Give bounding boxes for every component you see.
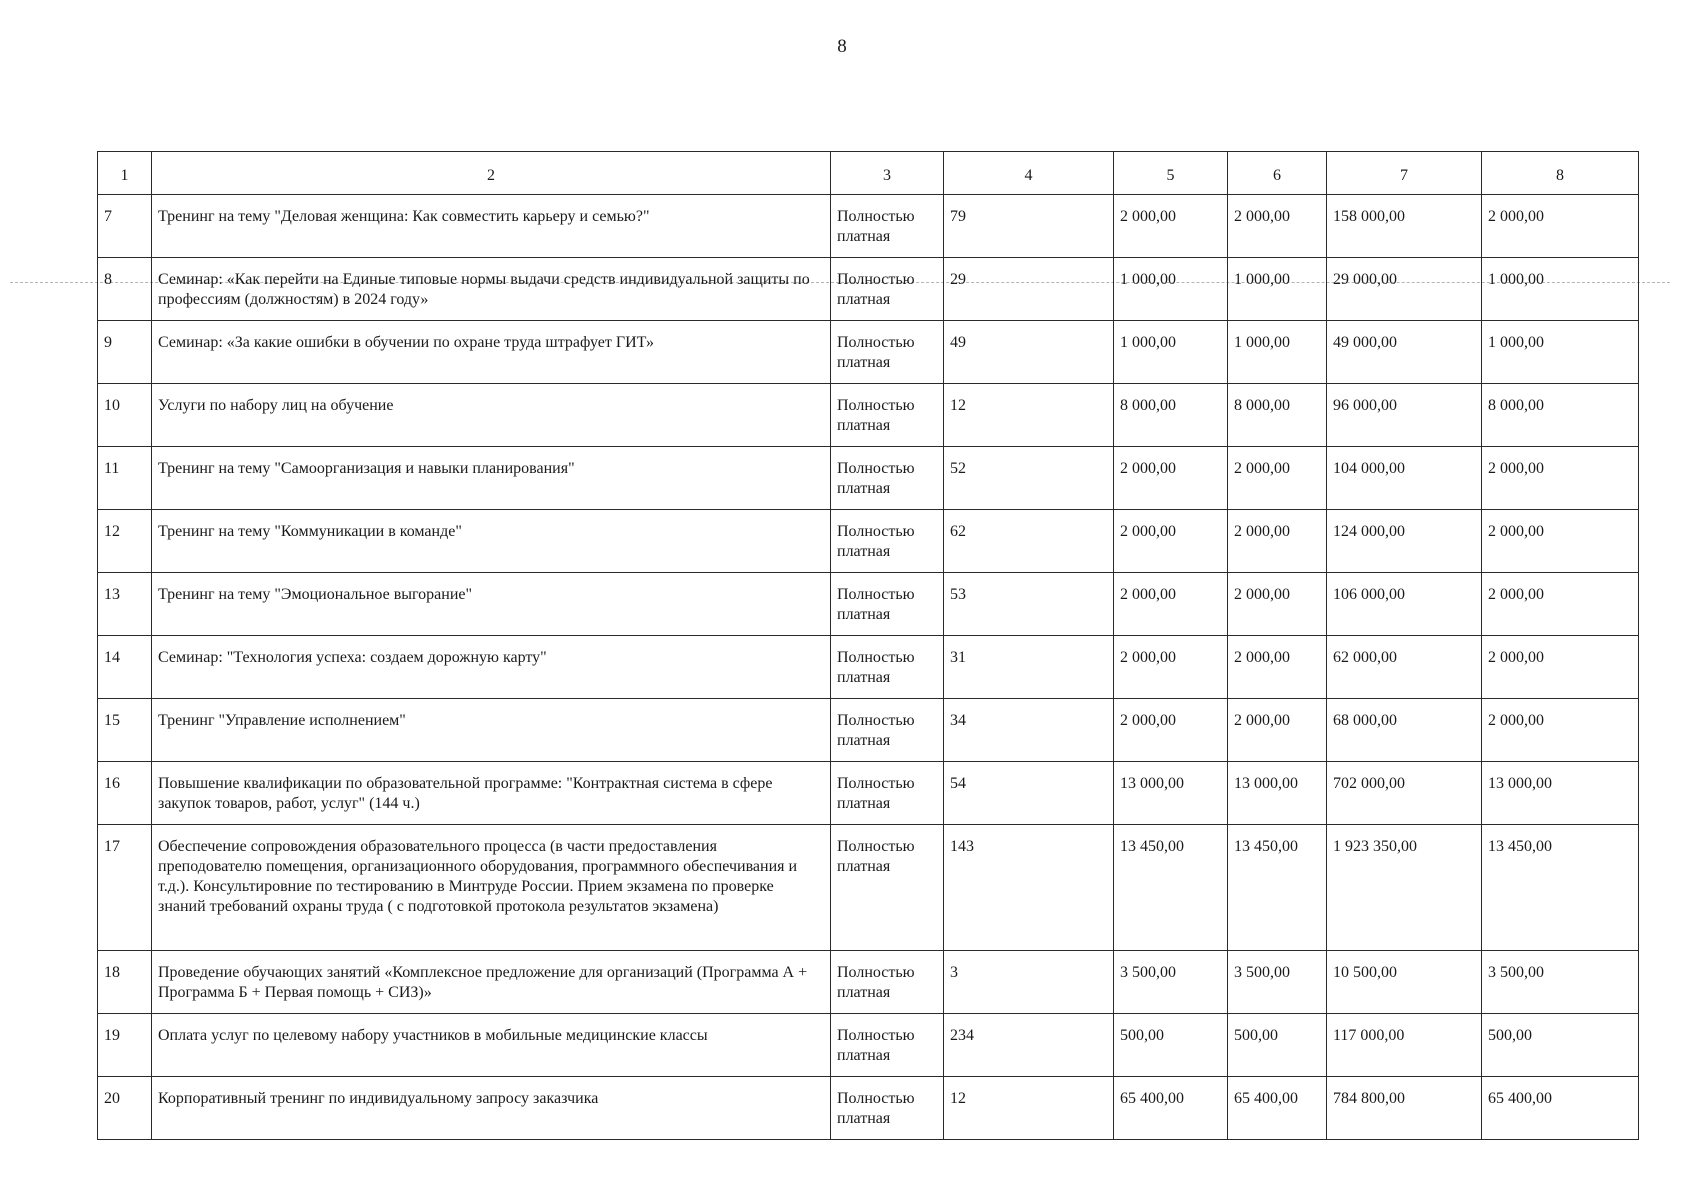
service-type: Полностью платная [831, 321, 944, 384]
service-name: Тренинг на тему "Деловая женщина: Как совместить карьеру и семью?" [152, 195, 831, 258]
header-cell: 5 [1114, 152, 1228, 195]
header-cell: 2 [152, 152, 831, 195]
quantity: 62 [944, 510, 1114, 573]
service-name: Тренинг на тему "Эмоциональное выгорание" [152, 573, 831, 636]
row-number: 8 [98, 258, 152, 321]
service-name: Корпоративный тренинг по индивидуальному запросу заказчика [152, 1077, 831, 1140]
quantity: 3 [944, 951, 1114, 1014]
price-2: 2 000,00 [1228, 699, 1327, 762]
service-name: Тренинг "Управление исполнением" [152, 699, 831, 762]
service-name: Оплата услуг по целевому набору участников в мобильные медицинские классы [152, 1014, 831, 1077]
price: 13 450,00 [1114, 825, 1228, 951]
total: 10 500,00 [1327, 951, 1482, 1014]
table-row [98, 195, 1639, 258]
service-type: Полностью платная [831, 195, 944, 258]
price-2: 2 000,00 [1228, 636, 1327, 699]
header-cell: 7 [1327, 152, 1482, 195]
total: 158 000,00 [1327, 195, 1482, 258]
service-type: Полностью платная [831, 510, 944, 573]
total: 49 000,00 [1327, 321, 1482, 384]
header-cell: 1 [98, 152, 152, 195]
quantity: 31 [944, 636, 1114, 699]
price-2: 13 000,00 [1228, 762, 1327, 825]
quantity: 234 [944, 1014, 1114, 1077]
service-type: Полностью платная [831, 699, 944, 762]
quantity: 34 [944, 699, 1114, 762]
service-name: Тренинг на тему "Самоорганизация и навыки планирования" [152, 447, 831, 510]
price: 1 000,00 [1114, 321, 1228, 384]
total: 96 000,00 [1327, 384, 1482, 447]
price-2: 3 500,00 [1228, 951, 1327, 1014]
table-row [98, 447, 1639, 510]
price: 2 000,00 [1114, 573, 1228, 636]
total: 117 000,00 [1327, 1014, 1482, 1077]
table-row [98, 951, 1639, 1014]
quantity: 53 [944, 573, 1114, 636]
row-number: 19 [98, 1014, 152, 1077]
header-cell: 8 [1482, 152, 1639, 195]
price-3: 13 000,00 [1482, 762, 1639, 825]
price-3: 1 000,00 [1482, 258, 1639, 321]
price-2: 13 450,00 [1228, 825, 1327, 951]
table-row [98, 510, 1639, 573]
price: 2 000,00 [1114, 510, 1228, 573]
table-row [98, 825, 1639, 951]
row-number: 17 [98, 825, 152, 951]
quantity: 79 [944, 195, 1114, 258]
quantity: 52 [944, 447, 1114, 510]
price: 2 000,00 [1114, 447, 1228, 510]
table-row [98, 384, 1639, 447]
price-3: 2 000,00 [1482, 636, 1639, 699]
service-type: Полностью платная [831, 573, 944, 636]
row-number: 10 [98, 384, 152, 447]
row-number: 9 [98, 321, 152, 384]
price-2: 2 000,00 [1228, 573, 1327, 636]
table-row [98, 258, 1639, 321]
header-row [98, 152, 1639, 195]
price-3: 2 000,00 [1482, 573, 1639, 636]
row-number: 15 [98, 699, 152, 762]
row-number: 11 [98, 447, 152, 510]
total: 124 000,00 [1327, 510, 1482, 573]
table-row [98, 573, 1639, 636]
service-type: Полностью платная [831, 762, 944, 825]
price-2: 2 000,00 [1228, 510, 1327, 573]
price-2: 1 000,00 [1228, 258, 1327, 321]
row-number: 13 [98, 573, 152, 636]
price: 2 000,00 [1114, 699, 1228, 762]
row-number: 7 [98, 195, 152, 258]
price-3: 2 000,00 [1482, 447, 1639, 510]
price: 1 000,00 [1114, 258, 1228, 321]
quantity: 12 [944, 1077, 1114, 1140]
service-type: Полностью платная [831, 1014, 944, 1077]
row-number: 14 [98, 636, 152, 699]
service-name: Обеспечение сопровождения образовательного процесса (в части предоставления преподователю помещения, организационного оборудования, программного обеспечивания и т.д.). Консультировние по тестированию в Минтруде России. Прием экзамена по проверке знаний требований охраны труда ( с подготовкой протокола результатов экзамена) [152, 825, 831, 951]
price: 65 400,00 [1114, 1077, 1228, 1140]
price-3: 2 000,00 [1482, 195, 1639, 258]
service-name: Тренинг на тему "Коммуникации в команде" [152, 510, 831, 573]
total: 702 000,00 [1327, 762, 1482, 825]
price-2: 2 000,00 [1228, 195, 1327, 258]
row-number: 12 [98, 510, 152, 573]
total: 29 000,00 [1327, 258, 1482, 321]
quantity: 29 [944, 258, 1114, 321]
services-table [97, 151, 1639, 1140]
total: 68 000,00 [1327, 699, 1482, 762]
price: 2 000,00 [1114, 636, 1228, 699]
price: 3 500,00 [1114, 951, 1228, 1014]
service-name: Услуги по набору лиц на обучение [152, 384, 831, 447]
service-name: Семинар: "Технология успеха: создаем дорожную карту" [152, 636, 831, 699]
service-type: Полностью платная [831, 636, 944, 699]
price-3: 3 500,00 [1482, 951, 1639, 1014]
total: 106 000,00 [1327, 573, 1482, 636]
price-3: 2 000,00 [1482, 699, 1639, 762]
price-3: 1 000,00 [1482, 321, 1639, 384]
service-name: Повышение квалификации по образовательной программе: "Контрактная система в сфере закупок товаров, работ, услуг" (144 ч.) [152, 762, 831, 825]
quantity: 143 [944, 825, 1114, 951]
price-3: 8 000,00 [1482, 384, 1639, 447]
quantity: 12 [944, 384, 1114, 447]
total: 62 000,00 [1327, 636, 1482, 699]
service-name: Семинар: «За какие ошибки в обучении по охране труда штрафует ГИТ» [152, 321, 831, 384]
price: 2 000,00 [1114, 195, 1228, 258]
table-row [98, 699, 1639, 762]
page-number: 8 [837, 36, 847, 57]
table-row [98, 636, 1639, 699]
price-3: 65 400,00 [1482, 1077, 1639, 1140]
price: 8 000,00 [1114, 384, 1228, 447]
price: 500,00 [1114, 1014, 1228, 1077]
header-cell: 4 [944, 152, 1114, 195]
price-2: 8 000,00 [1228, 384, 1327, 447]
price: 13 000,00 [1114, 762, 1228, 825]
table-row [98, 762, 1639, 825]
service-name: Семинар: «Как перейти на Единые типовые нормы выдачи средств индивидуальной защиты по профессиям (должностям) в 2024 году» [152, 258, 831, 321]
table-row [98, 321, 1639, 384]
service-type: Полностью платная [831, 384, 944, 447]
service-type: Полностью платная [831, 825, 944, 951]
total: 784 800,00 [1327, 1077, 1482, 1140]
row-number: 16 [98, 762, 152, 825]
service-type: Полностью платная [831, 951, 944, 1014]
service-type: Полностью платная [831, 1077, 944, 1140]
price-3: 13 450,00 [1482, 825, 1639, 951]
price-3: 2 000,00 [1482, 510, 1639, 573]
row-number: 18 [98, 951, 152, 1014]
service-type: Полностью платная [831, 447, 944, 510]
price-2: 65 400,00 [1228, 1077, 1327, 1140]
table-row [98, 1077, 1639, 1140]
header-cell: 6 [1228, 152, 1327, 195]
row-number: 20 [98, 1077, 152, 1140]
total: 1 923 350,00 [1327, 825, 1482, 951]
service-type: Полностью платная [831, 258, 944, 321]
price-2: 1 000,00 [1228, 321, 1327, 384]
price-2: 500,00 [1228, 1014, 1327, 1077]
total: 104 000,00 [1327, 447, 1482, 510]
service-name: Проведение обучающих занятий «Комплексное предложение для организаций (Программа А + Программа Б + Первая помощь + СИЗ)» [152, 951, 831, 1014]
header-cell: 3 [831, 152, 944, 195]
quantity: 49 [944, 321, 1114, 384]
quantity: 54 [944, 762, 1114, 825]
price-2: 2 000,00 [1228, 447, 1327, 510]
price-3: 500,00 [1482, 1014, 1639, 1077]
table-row [98, 1014, 1639, 1077]
